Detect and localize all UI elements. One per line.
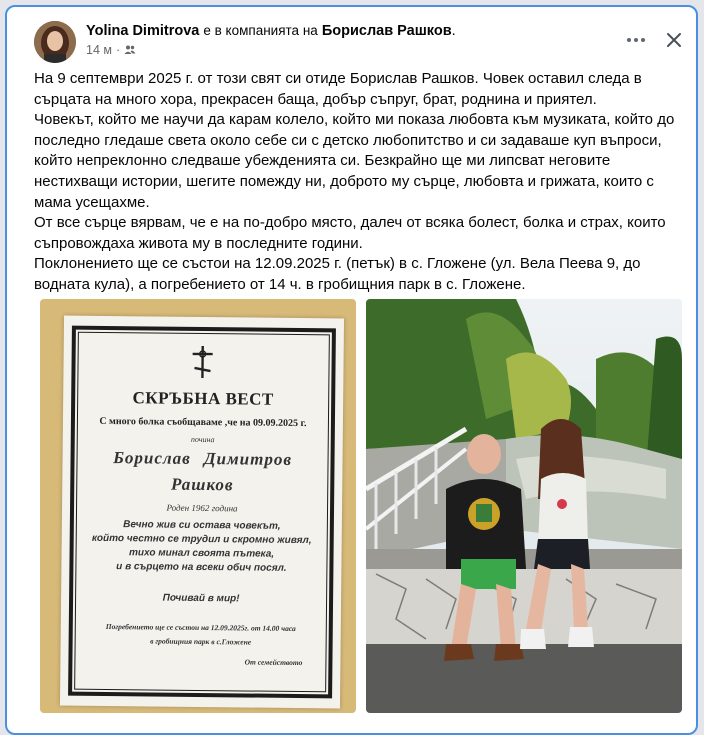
close-icon: [666, 32, 682, 48]
family-photo[interactable]: [366, 299, 682, 713]
obituary-paper: [60, 316, 344, 709]
funeral-line: Погребението ще се състои на 12.09.2025г. от 14.00 часа: [105, 621, 296, 633]
friends-icon[interactable]: [124, 44, 136, 56]
obituary-photo[interactable]: [40, 299, 356, 713]
period: .: [451, 23, 456, 39]
funeral-line: в гробищния парк в с.Гложене: [150, 636, 252, 647]
post-meta: 14 м ·: [86, 43, 136, 57]
post-paragraph: Поклонението ще се състои на 12.09.2025 г. (петък) в с. Гложене (ул. Вела Пеева 9, до водната кула), а погребението от 14 ч. в гробищния парк в с. Гложене.: [34, 255, 641, 293]
post-header: [86, 23, 456, 39]
tagged-name[interactable]: Борислав Рашков: [321, 23, 452, 39]
cross-icon: [189, 345, 215, 379]
post-text: [34, 69, 694, 296]
post-card: [5, 5, 698, 735]
more-dots-icon: [627, 38, 631, 42]
verse-line: Вечно жив си остава човекът,: [123, 519, 281, 532]
close-button[interactable]: [659, 25, 689, 55]
obituary-family: От семейството: [244, 657, 303, 668]
obituary-born: Роден 1962 година: [166, 502, 238, 514]
with-text: е в компанията на: [203, 23, 318, 38]
obituary-passed: почина: [190, 434, 215, 445]
obituary-title: СКРЪБНА ВЕСТ: [132, 388, 274, 409]
obituary-name-last: Рашков: [170, 474, 234, 495]
obituary-rip: Почивай в мир!: [162, 592, 240, 605]
verse-line: който честно се трудил и скромно живял,: [91, 532, 312, 547]
post-time[interactable]: 14 м: [86, 43, 112, 57]
verse-line: и в сърцето на всеки обич посял.: [116, 561, 287, 574]
family-photo-image: [366, 299, 682, 713]
post-paragraph: От все сърце вярвам, че е на по-добро място, далеч от всяка болест, болка и страх, които съпровождаха живота му в последните години.: [34, 214, 666, 252]
post-paragraph: Човекът, който ме научи да карам колело, който ми показа любовта към музиката, който до последно гледаше света около себе си с детско любопитство и си задаваше куп въпроси, който непреклонно следваше убежденията си. Безкрайно ще ми липсват неговите нестихващи истории, шегите помежду ни, доброто му сърце, любовта и грижата, които с мама усещахме.: [34, 111, 675, 211]
verse-line: тихо минал своята пътека,: [128, 547, 275, 560]
obituary-funeral: [61, 620, 341, 651]
obituary-verse: [61, 518, 342, 577]
more-options-button[interactable]: [621, 27, 651, 53]
obituary-name-first: Борислав Димитров: [113, 448, 293, 469]
author-name[interactable]: Yolina Dimitrova: [86, 23, 200, 39]
post-paragraph: На 9 септември 2025 г. от този свят си отиде Борислав Рашков. Човек оставил следа в сърцата на много хора, прекрасен баща, добър съпруг, брат, роднина и приятел.: [34, 70, 642, 108]
author-avatar[interactable]: [34, 21, 76, 63]
obituary-announcement: С много болка съобщаваме ,че на 09.09.2025 г.: [99, 415, 307, 430]
